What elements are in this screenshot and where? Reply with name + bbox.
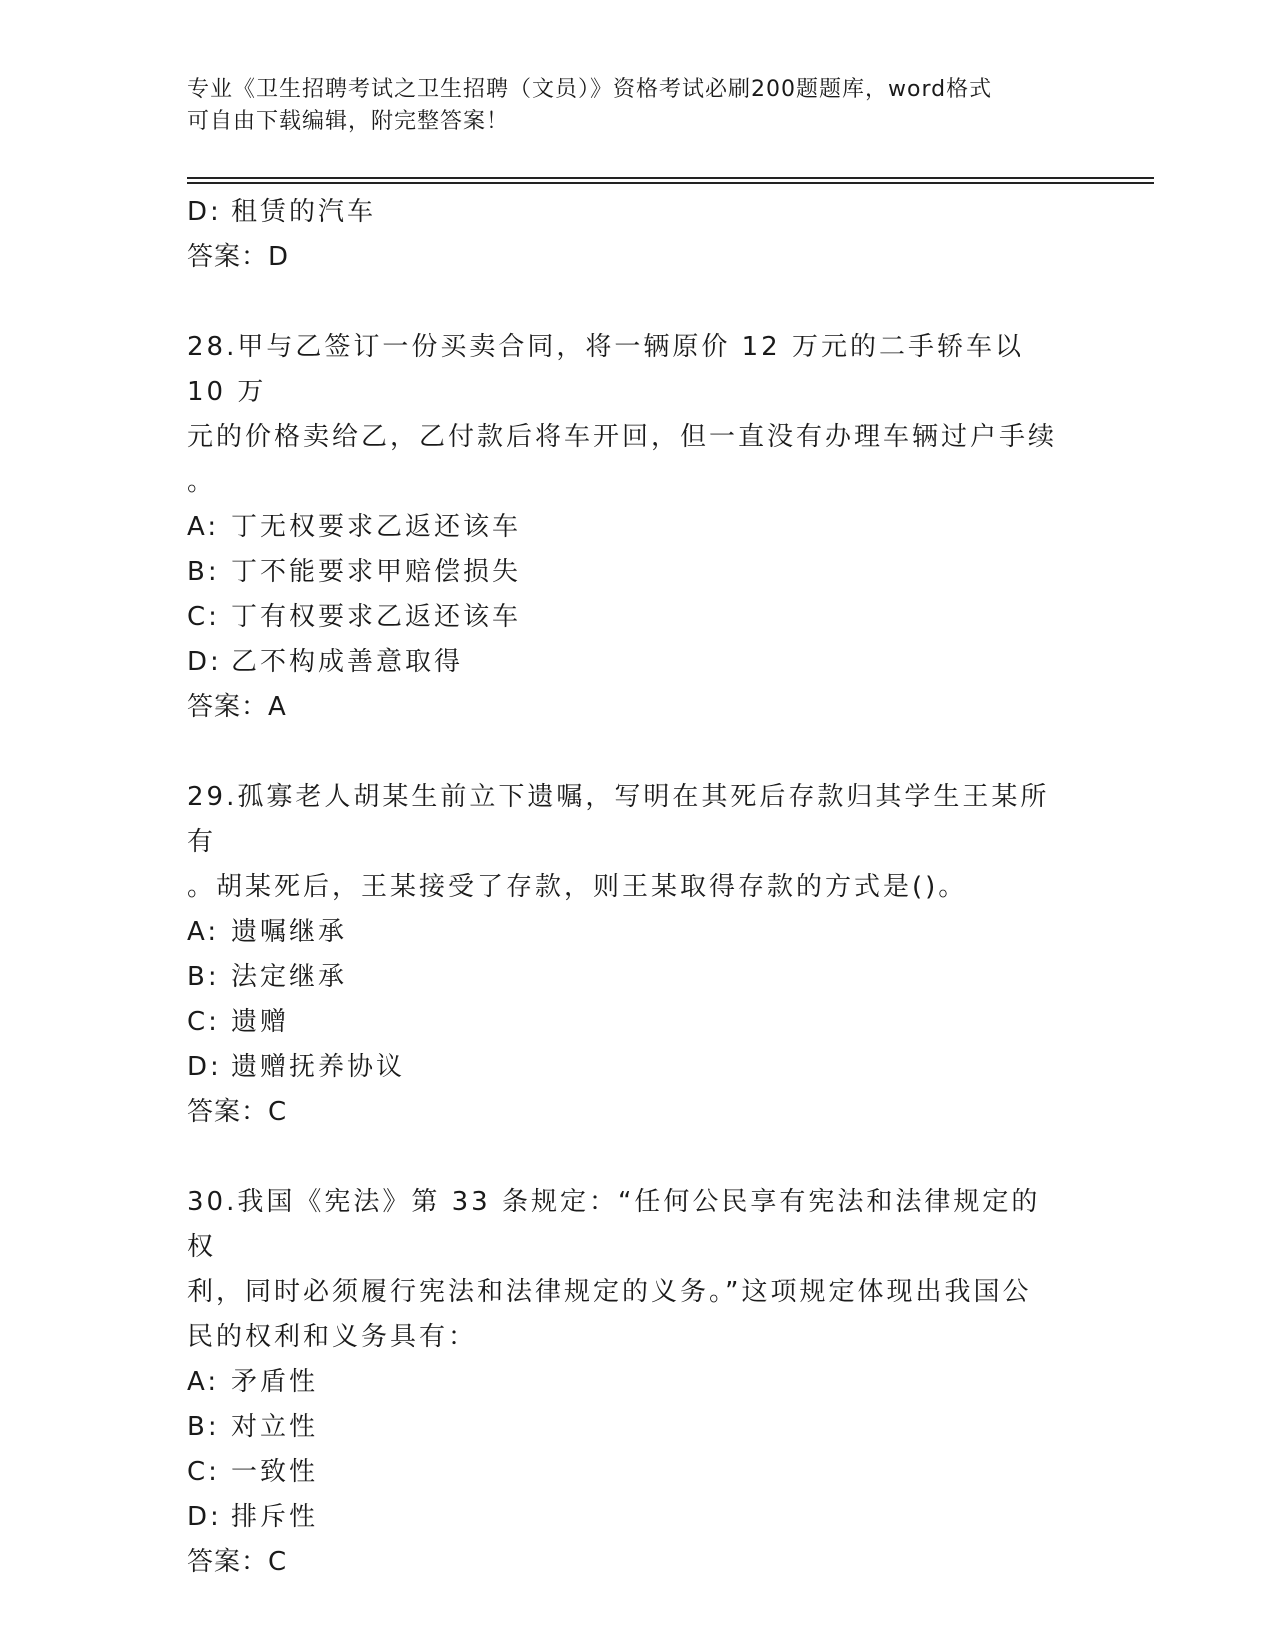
option-text: 丁无权要求乙返还该车 — [231, 512, 522, 542]
prev-answer — [187, 235, 1067, 280]
question-29-option-a — [187, 910, 1067, 955]
option-text: 遗赠 — [231, 1007, 290, 1037]
question-30-option-c — [187, 1450, 1067, 1495]
question-29-option-b — [187, 955, 1067, 1000]
answer-label: 答案： — [187, 692, 269, 722]
option-key: A: — [187, 917, 220, 947]
question-stem-line: 。胡某死后，王某接受了存款，则王某取得存款的方式是()。 — [187, 872, 968, 902]
option-key: B: — [187, 1412, 220, 1442]
option-key: C: — [187, 1457, 220, 1487]
prev-option-d — [187, 190, 1067, 235]
question-28-answer — [187, 685, 1067, 730]
answer-value: A — [268, 692, 287, 722]
question-stem-line: 利，同时必须履行宪法和法律规定的义务。”这项规定体现出我国公 — [187, 1277, 1032, 1307]
question-28-option-d — [187, 640, 1067, 685]
option-key: D: — [187, 197, 222, 227]
header-rule-bottom — [187, 182, 1154, 184]
question-stem-line: 29.孤寡老人胡某生前立下遗嘱，写明在其死后存款归其学生王某所有 — [187, 782, 1050, 857]
answer-value: C — [268, 1547, 288, 1577]
question-29-answer — [187, 1090, 1067, 1135]
answer-value: C — [268, 1097, 288, 1127]
question-29-option-c — [187, 1000, 1067, 1045]
question-stem-line: 元的价格卖给乙，乙付款后将车开回，但一直没有办理车辆过户手续 — [187, 422, 1058, 452]
option-key: B: — [187, 557, 220, 587]
question-28-option-a — [187, 505, 1067, 550]
header-line-2: 可自由下载编辑，附完整答案！ — [187, 109, 510, 134]
option-key: D: — [187, 647, 222, 677]
option-key: B: — [187, 962, 220, 992]
option-key: A: — [187, 512, 220, 542]
question-30-answer — [187, 1540, 1067, 1585]
question-29-option-d — [187, 1045, 1067, 1090]
answer-label: 答案： — [187, 1547, 269, 1577]
option-key: A: — [187, 1367, 220, 1397]
answer-value: D — [268, 242, 290, 272]
option-text: 一致性 — [231, 1457, 319, 1487]
document-body — [187, 190, 1067, 1585]
document-header — [187, 74, 1067, 138]
option-text: 排斥性 — [231, 1502, 319, 1532]
question-stem-line: 民的权利和义务具有： — [187, 1322, 478, 1352]
answer-label: 答案： — [187, 1097, 269, 1127]
option-text: 遗嘱继承 — [231, 917, 348, 947]
option-text: 遗赠抚养协议 — [231, 1052, 406, 1082]
option-key: C: — [187, 602, 220, 632]
question-29 — [187, 775, 1067, 910]
question-stem-line: 。 — [187, 467, 217, 497]
option-text: 丁不能要求甲赔偿损失 — [231, 557, 522, 587]
question-28-option-c — [187, 595, 1067, 640]
option-text: 对立性 — [231, 1412, 319, 1442]
question-28-option-b — [187, 550, 1067, 595]
header-rule-top — [187, 177, 1154, 179]
question-30-option-a — [187, 1360, 1067, 1405]
header-line-1: 专业《卫生招聘考试之卫生招聘（文员）》资格考试必刷200题题库，word格式 — [187, 77, 993, 102]
option-key: C: — [187, 1007, 220, 1037]
option-text: 丁有权要求乙返还该车 — [231, 602, 522, 632]
question-stem-line: 30.我国《宪法》第 33 条规定：“任何公民享有宪法和法律规定的权 — [187, 1187, 1041, 1262]
option-text: 矛盾性 — [231, 1367, 319, 1397]
question-28 — [187, 325, 1067, 505]
option-key: D: — [187, 1052, 222, 1082]
question-stem-line: 28.甲与乙签订一份买卖合同，将一辆原价 12 万元的二手轿车以 10 万 — [187, 332, 1024, 407]
question-30-option-b — [187, 1405, 1067, 1450]
answer-label: 答案： — [187, 242, 269, 272]
question-30-option-d — [187, 1495, 1067, 1540]
option-text: 租赁的汽车 — [231, 197, 377, 227]
option-text: 乙不构成善意取得 — [231, 647, 464, 677]
option-text: 法定继承 — [231, 962, 348, 992]
question-30 — [187, 1180, 1067, 1360]
option-key: D: — [187, 1502, 222, 1532]
